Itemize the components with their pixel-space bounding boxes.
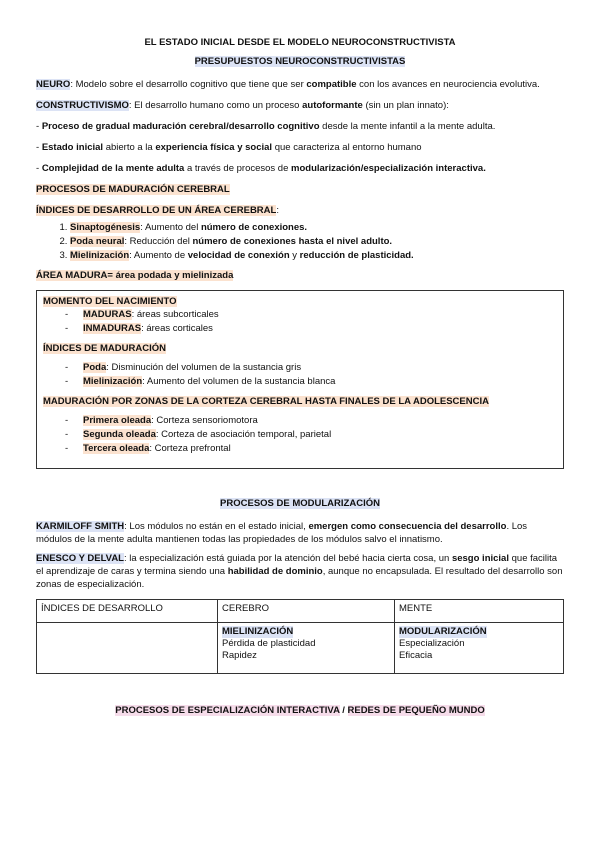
list-item: 1. Sinaptogénesis: Aumento del número de conexiones. <box>70 221 564 235</box>
document-subtitle: PRESUPUESTOS NEUROCONSTRUCTIVISTAS <box>194 56 406 67</box>
list-item: - MADURAS: áreas subcorticales <box>65 308 557 322</box>
document-page <box>36 36 564 717</box>
list-item: - Mielinización: Aumento del volumen de la sustancia blanca <box>65 375 557 389</box>
section-modularizacion-heading: PROCESOS DE MODULARIZACIÓN <box>220 498 380 509</box>
table-row <box>37 623 564 674</box>
karmiloff-paragraph: KARMILOFF SMITH: Los módulos no están en el estado inicial, emergen como consecuencia del desarrollo. Los módulos de la mente adulta mantienen todas las propiedades de los módulos salvo el innatismo. <box>36 521 528 545</box>
zonas-list <box>43 414 557 456</box>
list-item: 3. Mielinización: Aumento de velocidad de conexión y reducción de plasticidad. <box>70 249 564 263</box>
indices-heading: ÍNDICES DE DESARROLLO DE UN ÁREA CEREBRAL: <box>36 205 279 216</box>
momento-heading: MOMENTO DEL NACIMIENTO <box>43 296 177 307</box>
point-complejidad: - Complejidad de la mente adulta a través de procesos de modularización/especialización interactiva. <box>36 163 486 174</box>
enesco-paragraph: ENESCO Y DELVAL: la especialización está guiada por la atención del bebé hacia cierta cosa, un sesgo inicial que facilita el aprendizaje de caras y termina siendo una habilidad de dominio, aunque no encapsulada. El resultado del desarrollo son zonas de especialización. <box>36 553 563 590</box>
table-header-cell: ÍNDICES DE DESARROLLO <box>37 600 218 623</box>
table-header-cell: MENTE <box>395 600 564 623</box>
momento-list <box>43 308 557 336</box>
list-item: - Primera oleada: Corteza sensoriomotora <box>65 414 557 428</box>
neuro-paragraph: NEURO: Modelo sobre el desarrollo cognitivo que tiene que ser compatible con los avances en neurociencia evolutiva. <box>36 79 540 90</box>
table-header-cell: CEREBRO <box>218 600 395 623</box>
desarrollo-table <box>36 599 564 674</box>
document-title: EL ESTADO INICIAL DESDE EL MODELO NEUROCONSTRUCTIVISTA <box>144 37 456 48</box>
section-maduracion-heading: PROCESOS DE MADURACIÓN CEREBRAL <box>36 184 230 195</box>
footer-heading: PROCESOS DE ESPECIALIZACIÓN INTERACTIVA / REDES DE PEQUEÑO MUNDO <box>115 705 485 716</box>
list-item: - Tercera oleada: Corteza prefrontal <box>65 442 557 456</box>
table-cell-mente: MODULARIZACIÓN Especialización Eficacia <box>395 623 564 674</box>
list-item: - Segunda oleada: Corteza de asociación temporal, parietal <box>65 428 557 442</box>
maduracion-box <box>36 290 564 469</box>
indices-list <box>36 221 564 263</box>
constructivismo-paragraph: CONSTRUCTIVISMO: El desarrollo humano como un proceso autoformante (sin un plan innato): <box>36 100 449 111</box>
table-cell-empty <box>37 623 218 674</box>
list-item: 2. Poda neural: Reducción del número de conexiones hasta el nivel adulto. <box>70 235 564 249</box>
table-header-row <box>37 600 564 623</box>
point-proceso: - Proceso de gradual maduración cerebral/desarrollo cognitivo desde la mente infantil a la mente adulta. <box>36 121 496 132</box>
zonas-heading: MADURACIÓN POR ZONAS DE LA CORTEZA CEREBRAL HASTA FINALES DE LA ADOLESCENCIA <box>43 396 489 407</box>
indices-maduracion-list <box>43 361 557 389</box>
list-item: - Poda: Disminución del volumen de la sustancia gris <box>65 361 557 375</box>
point-estado-inicial: - Estado inicial abierto a la experiencia física y social que caracteriza al entorno humano <box>36 142 422 153</box>
area-madura: ÁREA MADURA= área podada y mielinizada <box>36 270 234 281</box>
list-item: - INMADURAS: áreas corticales <box>65 322 557 336</box>
indices-maduracion-heading: ÍNDICES DE MADURACIÓN <box>43 343 166 354</box>
table-cell-cerebro: MIELINIZACIÓN Pérdida de plasticidad Rapidez <box>218 623 395 674</box>
